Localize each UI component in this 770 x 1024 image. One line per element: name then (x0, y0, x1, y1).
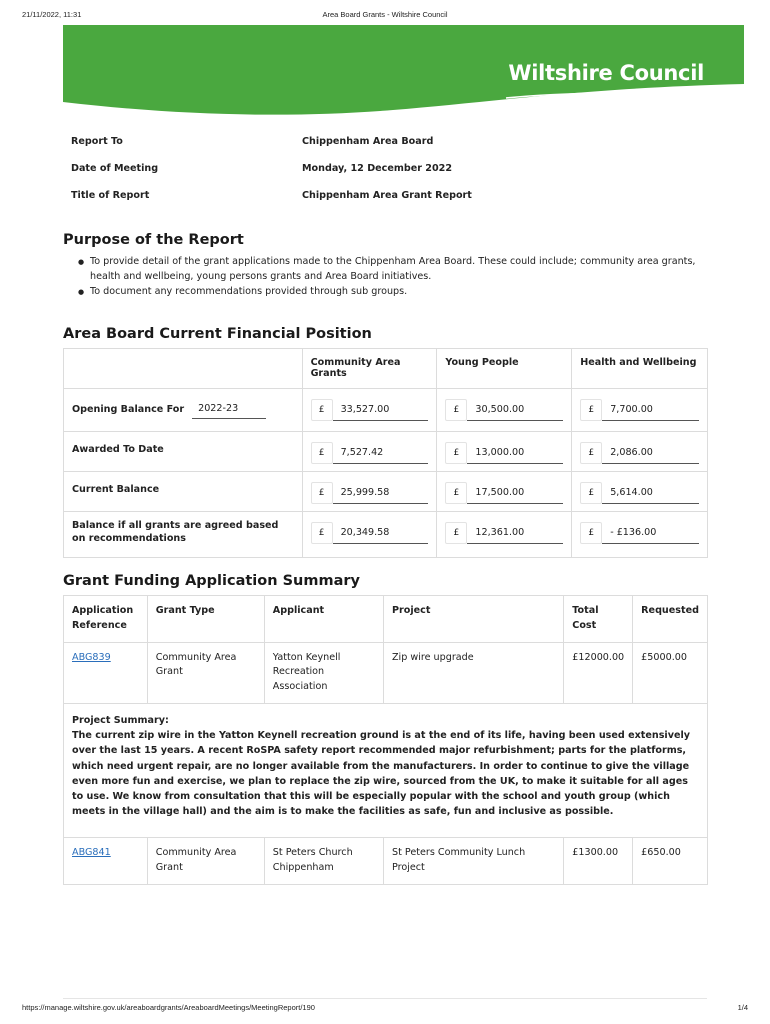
column-header: Total Cost (564, 596, 633, 643)
row-label: Awarded To Date (64, 432, 303, 472)
financial-header-row (64, 349, 708, 389)
money-cell (572, 389, 708, 432)
money-cell (437, 389, 572, 432)
money-cell (302, 389, 437, 432)
amount-field[interactable]: - £136.00 (602, 522, 699, 544)
meta-value: Chippenham Area Board (302, 136, 434, 147)
row-label: Opening Balance For (72, 403, 185, 415)
financial-table (63, 348, 708, 558)
column-header: Project (383, 596, 563, 643)
financial-row (64, 389, 708, 432)
project-summary-row (64, 703, 708, 837)
project-summary-text: The current zip wire in the Yatton Keynell recreation ground is at the end of its life, having been used extensively over the last 15 years. A recent RoSPA safety report recommended major refurbishment; parts for the platforms, which need urgent repair, are no longer available from the manufacturers. In order to continue to give the village even more fun and exercise, we plan to replace the zip wire, sourced from the UK, to make it suitable for all ages to use. We know from consultation that this will be especially popular with the school and youth group (which meets in the village hall) and the aim is to make the facilities as safe, fun and inclusive as possible. (72, 730, 690, 818)
purpose-heading: Purpose of the Report (63, 232, 244, 248)
currency-symbol: £ (580, 522, 602, 544)
money-cell (302, 472, 437, 512)
grant-type: Community Area Grant (147, 838, 264, 885)
purpose-item: ● To provide detail of the grant applications made to the Chippenham Area Board. These could include; community area grants, health and wellbeing, young persons grants and Area Board initiatives. (78, 255, 708, 284)
amount-field[interactable]: 5,614.00 (602, 482, 699, 504)
column-header: Application Reference (64, 596, 148, 643)
amount-field[interactable]: 17,500.00 (467, 482, 563, 504)
print-footer (22, 1003, 748, 1012)
currency-symbol: £ (311, 399, 333, 421)
money-cell (572, 472, 708, 512)
column-header: Health and Wellbeing (572, 349, 708, 389)
column-header (64, 349, 303, 389)
amount-field[interactable]: 2,086.00 (602, 442, 699, 464)
row-label: Balance if all grants are agreed based on recommendations (64, 512, 303, 558)
column-header: Requested (633, 596, 708, 643)
total-cost: £1300.00 (564, 838, 633, 885)
amount-field[interactable]: 12,361.00 (467, 522, 563, 544)
currency-symbol: £ (311, 442, 333, 464)
reference-cell (64, 642, 148, 703)
header-banner (63, 25, 744, 120)
meta-key: Report To (71, 136, 123, 147)
application-row (64, 838, 708, 885)
amount-field[interactable]: 7,527.42 (333, 442, 429, 464)
row-label: Current Balance (64, 472, 303, 512)
currency-symbol: £ (445, 442, 467, 464)
project-summary-label: Project Summary: (72, 714, 169, 726)
money-cell (572, 512, 708, 558)
currency-symbol: £ (445, 399, 467, 421)
grants-heading: Grant Funding Application Summary (63, 573, 360, 589)
amount-field[interactable]: 33,527.00 (333, 399, 429, 421)
project-summary-cell (64, 703, 708, 837)
opening-year-field[interactable]: 2022-23 (192, 399, 266, 419)
print-datetime: 21/11/2022, 11:31 (22, 10, 82, 19)
grants-table (63, 595, 708, 885)
financial-heading: Area Board Current Financial Position (63, 326, 372, 342)
financial-row (64, 512, 708, 558)
currency-symbol: £ (580, 442, 602, 464)
application-link[interactable]: ABG839 (72, 651, 111, 663)
purpose-list (78, 255, 708, 301)
purpose-item: ● To document any recommendations provided through sub groups. (78, 285, 708, 300)
currency-symbol: £ (580, 399, 602, 421)
amount-field[interactable]: 7,700.00 (602, 399, 699, 421)
row-label-cell (64, 389, 303, 432)
meta-key: Date of Meeting (71, 163, 159, 174)
applicant: Yatton Keynell Recreation Association (264, 642, 383, 703)
money-cell (572, 432, 708, 472)
amount-field[interactable]: 30,500.00 (467, 399, 563, 421)
grant-type: Community Area Grant (147, 642, 264, 703)
money-cell (437, 512, 572, 558)
requested-amount: £650.00 (633, 838, 708, 885)
meta-row (63, 182, 707, 209)
column-header: Young People (437, 349, 572, 389)
currency-symbol: £ (445, 522, 467, 544)
financial-row (64, 472, 708, 512)
print-header (22, 10, 748, 22)
footer-divider (63, 998, 707, 999)
grants-header-row (64, 596, 708, 643)
column-header: Grant Type (147, 596, 264, 643)
applicant: St Peters Church Chippenham (264, 838, 383, 885)
report-meta (63, 128, 707, 209)
project: St Peters Community Lunch Project (383, 838, 563, 885)
currency-symbol: £ (311, 522, 333, 544)
application-row (64, 642, 708, 703)
money-cell (437, 472, 572, 512)
column-header: Community Area Grants (302, 349, 437, 389)
logo-swoosh-icon (504, 91, 704, 101)
total-cost: £12000.00 (564, 642, 633, 703)
currency-symbol: £ (311, 482, 333, 504)
money-cell (302, 512, 437, 558)
meta-row (63, 128, 707, 155)
financial-row (64, 432, 708, 472)
print-page-title: Area Board Grants - Wiltshire Council (322, 10, 448, 19)
council-logo: Wiltshire Council (508, 61, 704, 85)
column-header: Applicant (264, 596, 383, 643)
money-cell (437, 432, 572, 472)
page-number: 1/4 (737, 1003, 748, 1012)
meta-key: Title of Report (71, 190, 150, 201)
amount-field[interactable]: 13,000.00 (467, 442, 563, 464)
meta-value: Monday, 12 December 2022 (302, 163, 453, 174)
meta-row (63, 155, 707, 182)
money-cell (302, 432, 437, 472)
meta-value: Chippenham Area Grant Report (302, 190, 472, 201)
requested-amount: £5000.00 (633, 642, 708, 703)
currency-symbol: £ (445, 482, 467, 504)
currency-symbol: £ (580, 482, 602, 504)
application-link[interactable]: ABG841 (72, 847, 111, 859)
amount-field[interactable]: 20,349.58 (333, 522, 429, 544)
reference-cell (64, 838, 148, 885)
amount-field[interactable]: 25,999.58 (333, 482, 429, 504)
print-url: https://manage.wiltshire.gov.uk/areaboardgrants/AreaboardMeetings/MeetingReport/190 (22, 1003, 315, 1012)
project: Zip wire upgrade (383, 642, 563, 703)
